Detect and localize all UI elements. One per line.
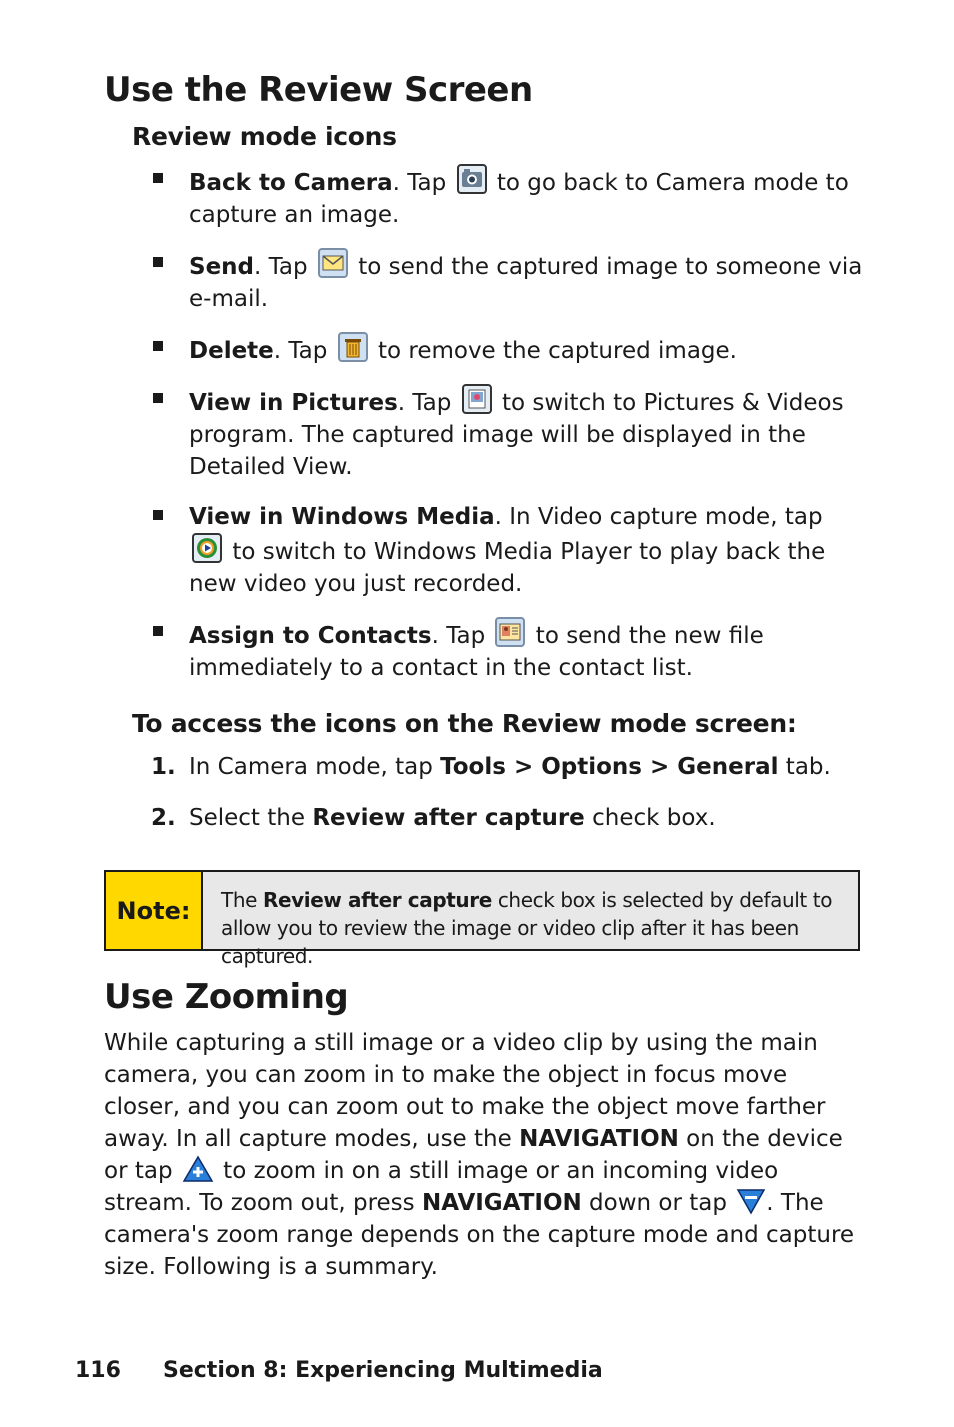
bullet xyxy=(153,341,163,351)
contact-card-icon xyxy=(495,617,525,647)
windows-media-icon xyxy=(192,533,222,563)
page-footer xyxy=(75,1358,603,1383)
bullet xyxy=(153,173,163,183)
step-item: 2. Select the Review after capture check box. xyxy=(151,805,716,831)
bullet xyxy=(153,257,163,267)
subheading-access: To access the icons on the Review mode screen: xyxy=(132,709,797,738)
zoom-in-icon xyxy=(182,1155,214,1183)
note-label: Note: xyxy=(106,872,203,949)
list-item: Delete. Tap to remove the captured image. xyxy=(189,332,864,367)
page-number: 116 xyxy=(75,1358,121,1383)
bullet xyxy=(153,393,163,403)
list-item: View in Pictures. Tap to switch to Pictures & Videos program. The captured image will be displayed in the Detailed View. xyxy=(189,384,864,483)
pictures-icon xyxy=(462,384,492,414)
trash-icon xyxy=(338,332,368,362)
note-box xyxy=(104,870,860,968)
bullet xyxy=(153,510,163,520)
heading-review-screen: Use the Review Screen xyxy=(104,70,533,110)
list-item: View in Windows Media. In Video capture mode, tap to switch to Windows Media Player to play back the new video you just recorded. xyxy=(189,501,864,600)
list-item: Back to Camera. Tap to go back to Camera mode to capture an image. xyxy=(189,164,864,231)
zoom-paragraph: While capturing a still image or a video clip by using the main camera, you can zoom in to make the object in focus move closer, and you can zoom out to make the object move farther away. In all capture modes, use the NAVIGATION on the device or tap to zoom in on a still image or an incoming video stream. To zoom out, press NAVIGATION down or tap . The camera's zoom range depends on the capture mode and capture size. Following is a summary. xyxy=(104,1030,855,1280)
subheading-review-icons: Review mode icons xyxy=(132,122,397,151)
camera-icon xyxy=(457,164,487,194)
list-item: Send. Tap to send the captured image to someone via e-mail. xyxy=(189,248,864,315)
section-title: Section 8: Experiencing Multimedia xyxy=(163,1358,603,1383)
heading-zooming: Use Zooming xyxy=(104,977,349,1017)
note-text: The Review after capture check box is selected by default to allow you to review the image or video clip after it has been captured. xyxy=(203,872,858,949)
zoom-out-icon xyxy=(736,1187,766,1215)
list-item: Assign to Contacts. Tap to send the new file immediately to a contact in the contact list. xyxy=(189,617,864,684)
step-item: 1. In Camera mode, tap Tools > Options > General tab. xyxy=(151,754,831,780)
bullet xyxy=(153,626,163,636)
envelope-icon xyxy=(318,248,348,278)
